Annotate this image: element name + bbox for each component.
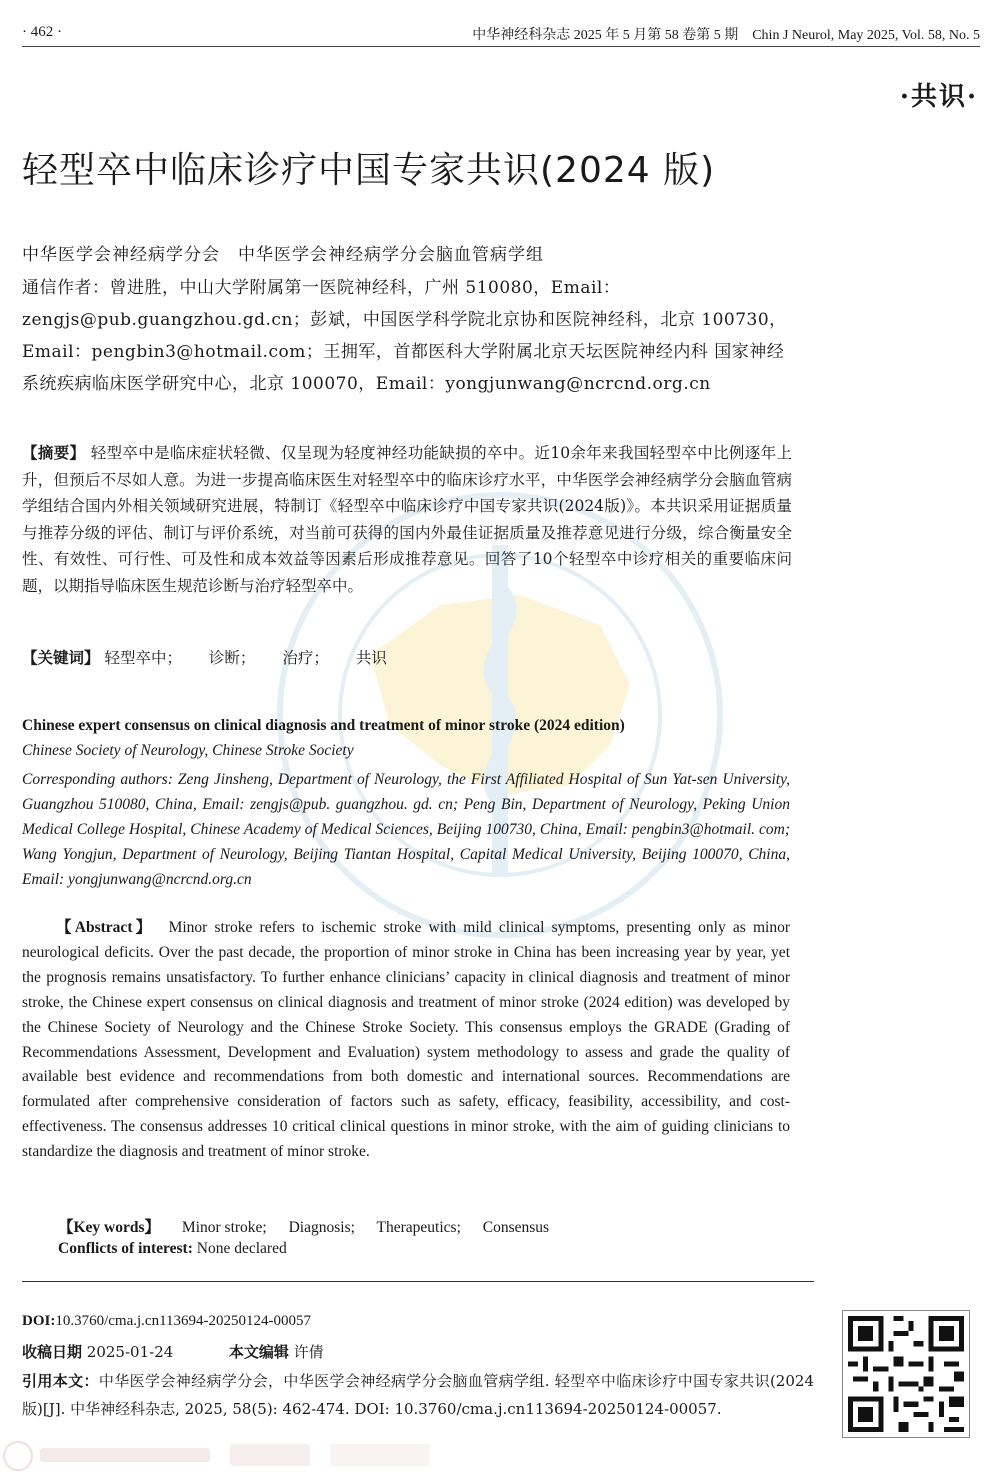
coi-value: None declared (196, 1240, 287, 1257)
publisher-logo-watermark (0, 1436, 470, 1476)
coi-label: Conflicts of interest: (58, 1240, 193, 1257)
en-abstract-text: Minor stroke refers to ischemic stroke with mild clinical symptoms, presenting only as minor neurological deficits. Over the past decade, the proportion of minor stroke in China has been increasing year by year, yet the prognosis remains unsatisfactory. To further enhance clinicians’ capacity in clinical diagnosis and treatment of minor stroke, the Chinese expert consensus on clinical diagnosis and treatment of minor stroke (2024 edition) was developed by the Chinese Society of Neurology and the Chinese Stroke Society. This consensus employs the GRADE (Grading of Recommendations Assessment, Development and Evaluation) system methodology to assess and grade the quality of available best evidence and recommendations from both domestic and international sources. Recommendations are formulated after comprehensive consideration of factors such as safety, efficacy, feasibility, accessibility, and cost-effectiveness. The consensus addresses 10 critical clinical questions in minor stroke, with the aim of guiding clinicians to standardize the diagnosis and treatment of minor stroke. (22, 919, 790, 1161)
citation (22, 1368, 814, 1423)
journal-header: 中华神经科杂志 2025 年 5 月第 58 卷第 5 期 Chin J Neurol, May 2025, Vol. 58, No. 5 (472, 28, 980, 43)
cn-keywords (22, 646, 792, 668)
cn-keyword: 共识 (355, 649, 387, 667)
received-line (22, 1341, 324, 1362)
cn-keyword: 治疗； (282, 649, 329, 667)
page-title: 轻型卒中临床诊疗中国专家共识(2024 版) (22, 150, 716, 191)
en-keyword: Therapeutics; (376, 1219, 461, 1236)
cn-keywords-label: 【关键词】 (22, 648, 100, 667)
authors: 中华医学会神经病学分会 中华医学会神经病学分会脑血管病学组 (22, 245, 544, 265)
cn-keyword: 轻型卒中； (104, 649, 182, 667)
cn-abstract-label: 【摘要】 (22, 443, 86, 462)
cn-abstract-text: 轻型卒中是临床症状轻微、仅呈现为轻度神经功能缺损的卒中。近10余年来我国轻型卒中比例逐年上升，但预后不尽如人意。为进一步提高临床医生对轻型卒中的临床诊疗水平，中华医学会神经病学分会脑血管病学组结合国内外相关领域研究进展，特制订《轻型卒中临床诊疗中国专家共识(2024版)》。本共识采用证据质量与推荐分级的评估、制订与评价系统，对当前可获得的国内外最佳证据质量及推荐意见进行分级，综合衡量安全性、有效性、可行性、可及性和成本效益等因素后形成推荐意见。回答了10个轻型卒中诊疗相关的重要临床问题，以期指导临床医生规范诊断与治疗轻型卒中。 (22, 444, 792, 595)
doi-label: DOI: (22, 1313, 56, 1329)
en-keyword: Consensus (482, 1219, 550, 1236)
cite-text: 中华医学会神经病学分会，中华医学会神经病学分会脑血管病学组. 轻型卒中临床诊疗中国专家共识(2024 版)[J]. 中华神经科杂志, 2025, 58(5): 462-474. DOI: 10.3760/cma.j.cn113694-20250124-00057. (22, 1372, 814, 1418)
en-keyword: Minor stroke; (181, 1219, 267, 1236)
en-abstract-label: 【Abstract】 (56, 919, 155, 936)
en-title: Chinese expert consensus on clinical diagnosis and treatment of minor stroke (2024 edition) (22, 717, 625, 734)
cn-keyword: 诊断； (208, 649, 256, 667)
cn-abstract (22, 440, 792, 599)
conflicts-of-interest (58, 1240, 287, 1258)
correspondence: 通信作者：曾进胜，中山大学附属第一医院神经科，广州 510080，Email：zengjs@pub.guangzhou.gd.cn；彭斌，中国医学科学院北京协和医院神经科，北京 100730，Email：pengbin3@hotmail.com；王拥军，首都医科大学附属北京天坛医院神经内科 国家神经系统疾病临床医学研究中心，北京 100070，Email：yongjunwang@ncrcnd.org.cn (22, 278, 787, 394)
received-label: 收稿日期 (22, 1343, 83, 1361)
en-keyword: Diagnosis; (288, 1219, 355, 1236)
editor-label: 本文编辑 (228, 1343, 289, 1361)
en-correspondence: Corresponding authors: Zeng Jinsheng, Department of Neurology, the First Affiliated Hospital of Sun Yat-sen University, Guangzhou 510080, China, Email: zengjs@pub. guangzhou. gd. cn; Peng Bin, Department of Neurology, Peking Union Medical College Hospital, Chinese Academy of Medical Sciences, Beijing 100730, China, Email: pengbin3@hotmail. com; Wang Yongjun, Department of Neurology, Beijing Tiantan Hospital, Capital Medical University, Beijing 100070, China, Email: yongjunwang@ncrcnd.org.cn (22, 771, 790, 888)
page-number: · 462 · (22, 24, 62, 40)
header-divider (22, 46, 980, 47)
en-abstract (22, 916, 790, 1165)
doi-value[interactable]: 10.3760/cma.j.cn113694-20250124-00057 (55, 1313, 312, 1329)
doi-line (22, 1313, 311, 1330)
received-value: 2025-01-24 (86, 1343, 174, 1361)
cite-label: 引用本文： (22, 1372, 99, 1390)
en-keywords-label: 【Key words】 (58, 1219, 161, 1236)
editor-value: 许倩 (293, 1343, 324, 1361)
section-tag: ·共识· (899, 82, 978, 112)
qr-code-icon[interactable] (842, 1310, 970, 1438)
en-society: Chinese Society of Neurology, Chinese Stroke Society (22, 742, 354, 759)
en-keywords (58, 1215, 567, 1237)
footer-divider (22, 1281, 814, 1282)
